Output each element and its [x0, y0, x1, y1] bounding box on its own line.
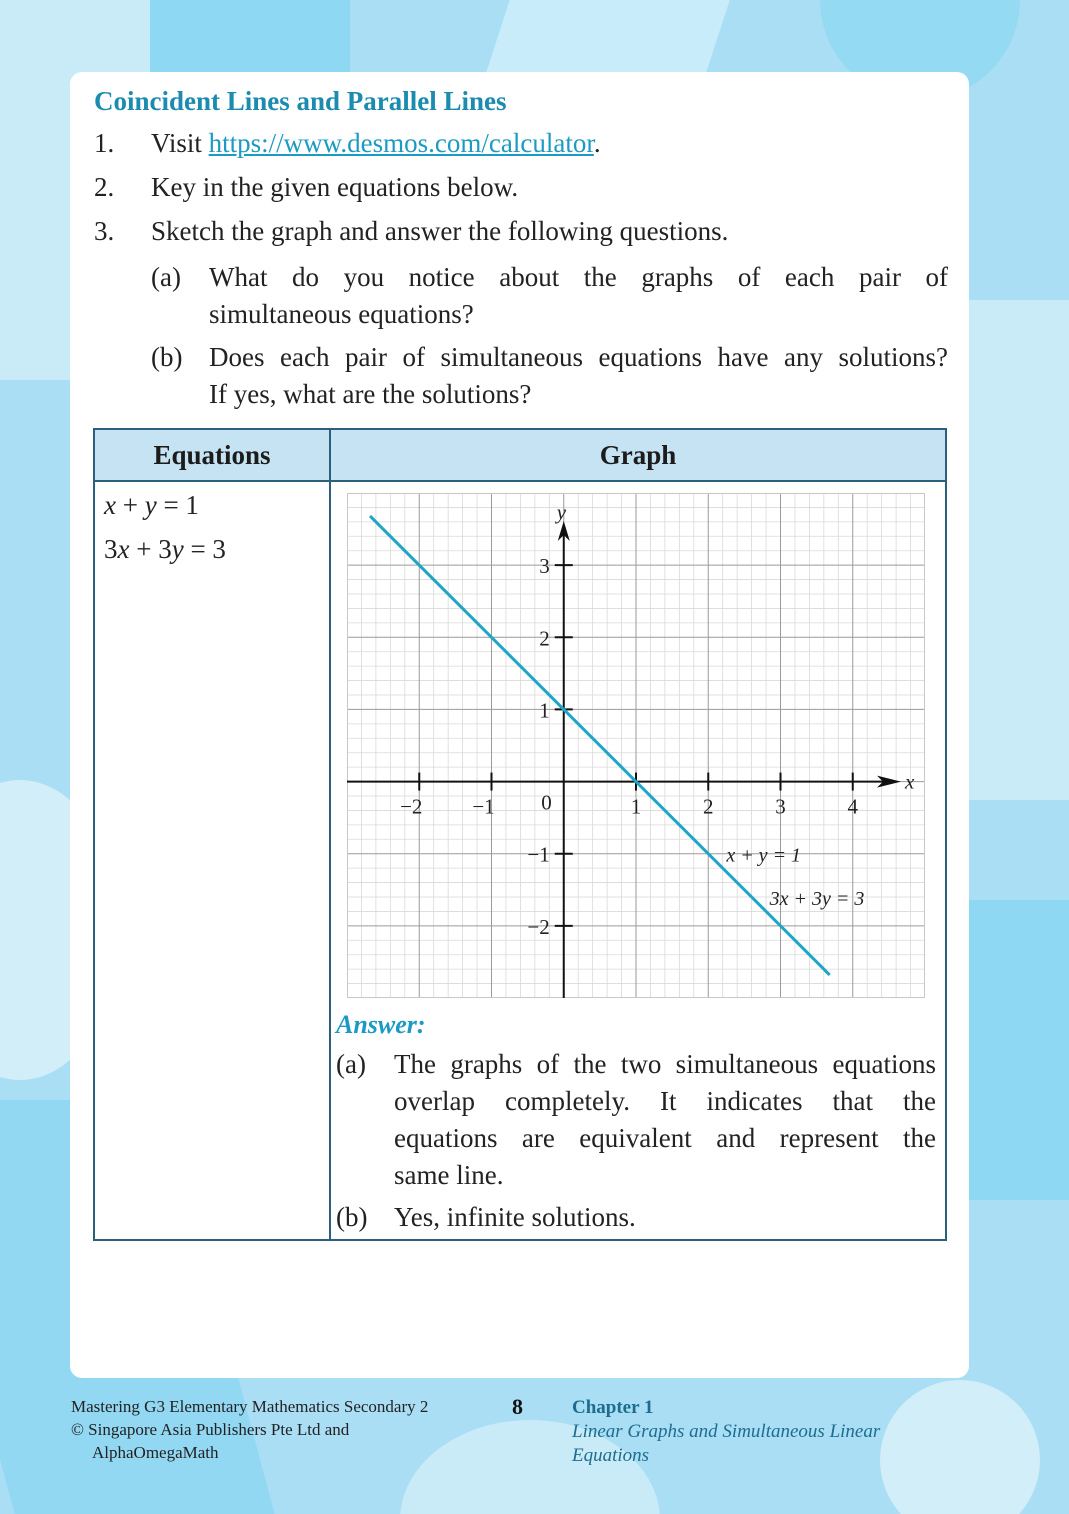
- equation-1: x + y = 1: [104, 490, 199, 520]
- section-title: Coincident Lines and Parallel Lines: [94, 86, 507, 116]
- bg-shape: [960, 300, 1069, 800]
- desmos-link[interactable]: https://www.desmos.com/calculator: [208, 128, 594, 158]
- footer-book-title: Mastering G3 Elementary Mathematics Secondary 2: [71, 1397, 429, 1416]
- bg-shape: [880, 1380, 1040, 1514]
- answer-text: Yes, infinite solutions.: [394, 1202, 636, 1232]
- answer-label: (b): [336, 1202, 368, 1232]
- answer-text: The graphs of the two simultaneous equations: [394, 1049, 936, 1079]
- equation-2: 3x + 3y = 3: [104, 534, 226, 564]
- x-tick-label: 3: [775, 794, 786, 819]
- x-tick-label: 2: [703, 794, 714, 819]
- question-text: Does each pair of simultaneous equations have any solutions?: [209, 342, 948, 372]
- equations-cell: [94, 481, 330, 1240]
- answer-text: same line.: [394, 1160, 504, 1190]
- y-tick-label: 2: [539, 626, 550, 651]
- plot-line: [370, 516, 830, 975]
- question-text: What do you notice about the graphs of each pair of: [209, 262, 948, 292]
- footer-copyright: AlphaOmegaMath: [92, 1443, 219, 1462]
- header-equations: Equations: [94, 429, 330, 481]
- question-label: (a): [151, 262, 181, 292]
- footer-chapter-title: Linear Graphs and Simultaneous Linear: [572, 1421, 881, 1442]
- step-text: Sketch the graph and answer the following questions.: [151, 216, 729, 246]
- footer-chapter: Chapter 1: [572, 1397, 654, 1418]
- page-number: 8: [512, 1394, 523, 1419]
- answer-text: equations are equivalent and represent the: [394, 1123, 936, 1153]
- step-text: Key in the given equations below.: [151, 172, 519, 202]
- y-tick-label: 1: [539, 698, 550, 723]
- y-tick-label: 3: [539, 554, 550, 579]
- question-label: (b): [151, 342, 183, 372]
- y-axis-label: y: [556, 500, 567, 524]
- footer-chapter-title: Equations: [572, 1445, 650, 1466]
- line-annotation: 3x + 3y = 3: [769, 888, 865, 910]
- bg-shape: [484, 0, 736, 80]
- x-tick-label: −2: [400, 794, 423, 819]
- step-number: 1.: [94, 128, 115, 158]
- step-text: Visit: [151, 128, 209, 158]
- question-text: If yes, what are the solutions?: [209, 379, 532, 409]
- question-text: simultaneous equations?: [209, 299, 474, 329]
- x-tick-label: 1: [630, 794, 642, 819]
- step-number: 3.: [94, 216, 115, 246]
- y-tick-label: −2: [527, 914, 550, 939]
- x-tick-label: −1: [472, 794, 495, 819]
- answer-text: overlap completely. It indicates that the: [394, 1086, 936, 1116]
- y-tick-label: −1: [527, 842, 550, 867]
- footer-copyright: © Singapore Asia Publishers Pte Ltd and: [71, 1420, 350, 1439]
- table-header-row: [94, 429, 946, 481]
- header-graph: Graph: [330, 429, 946, 481]
- bg-shape: [960, 900, 1069, 1200]
- answer-label: (a): [336, 1049, 366, 1079]
- line-annotation: x + y = 1: [726, 844, 802, 867]
- origin-label: 0: [541, 790, 552, 815]
- coincident-lines-graph: [347, 493, 925, 998]
- step-number: 2.: [94, 172, 115, 202]
- x-axis-label: x: [905, 769, 915, 794]
- bg-shape: [150, 0, 350, 80]
- answer-heading: Answer:: [336, 1010, 426, 1039]
- x-tick-label: 4: [847, 794, 858, 819]
